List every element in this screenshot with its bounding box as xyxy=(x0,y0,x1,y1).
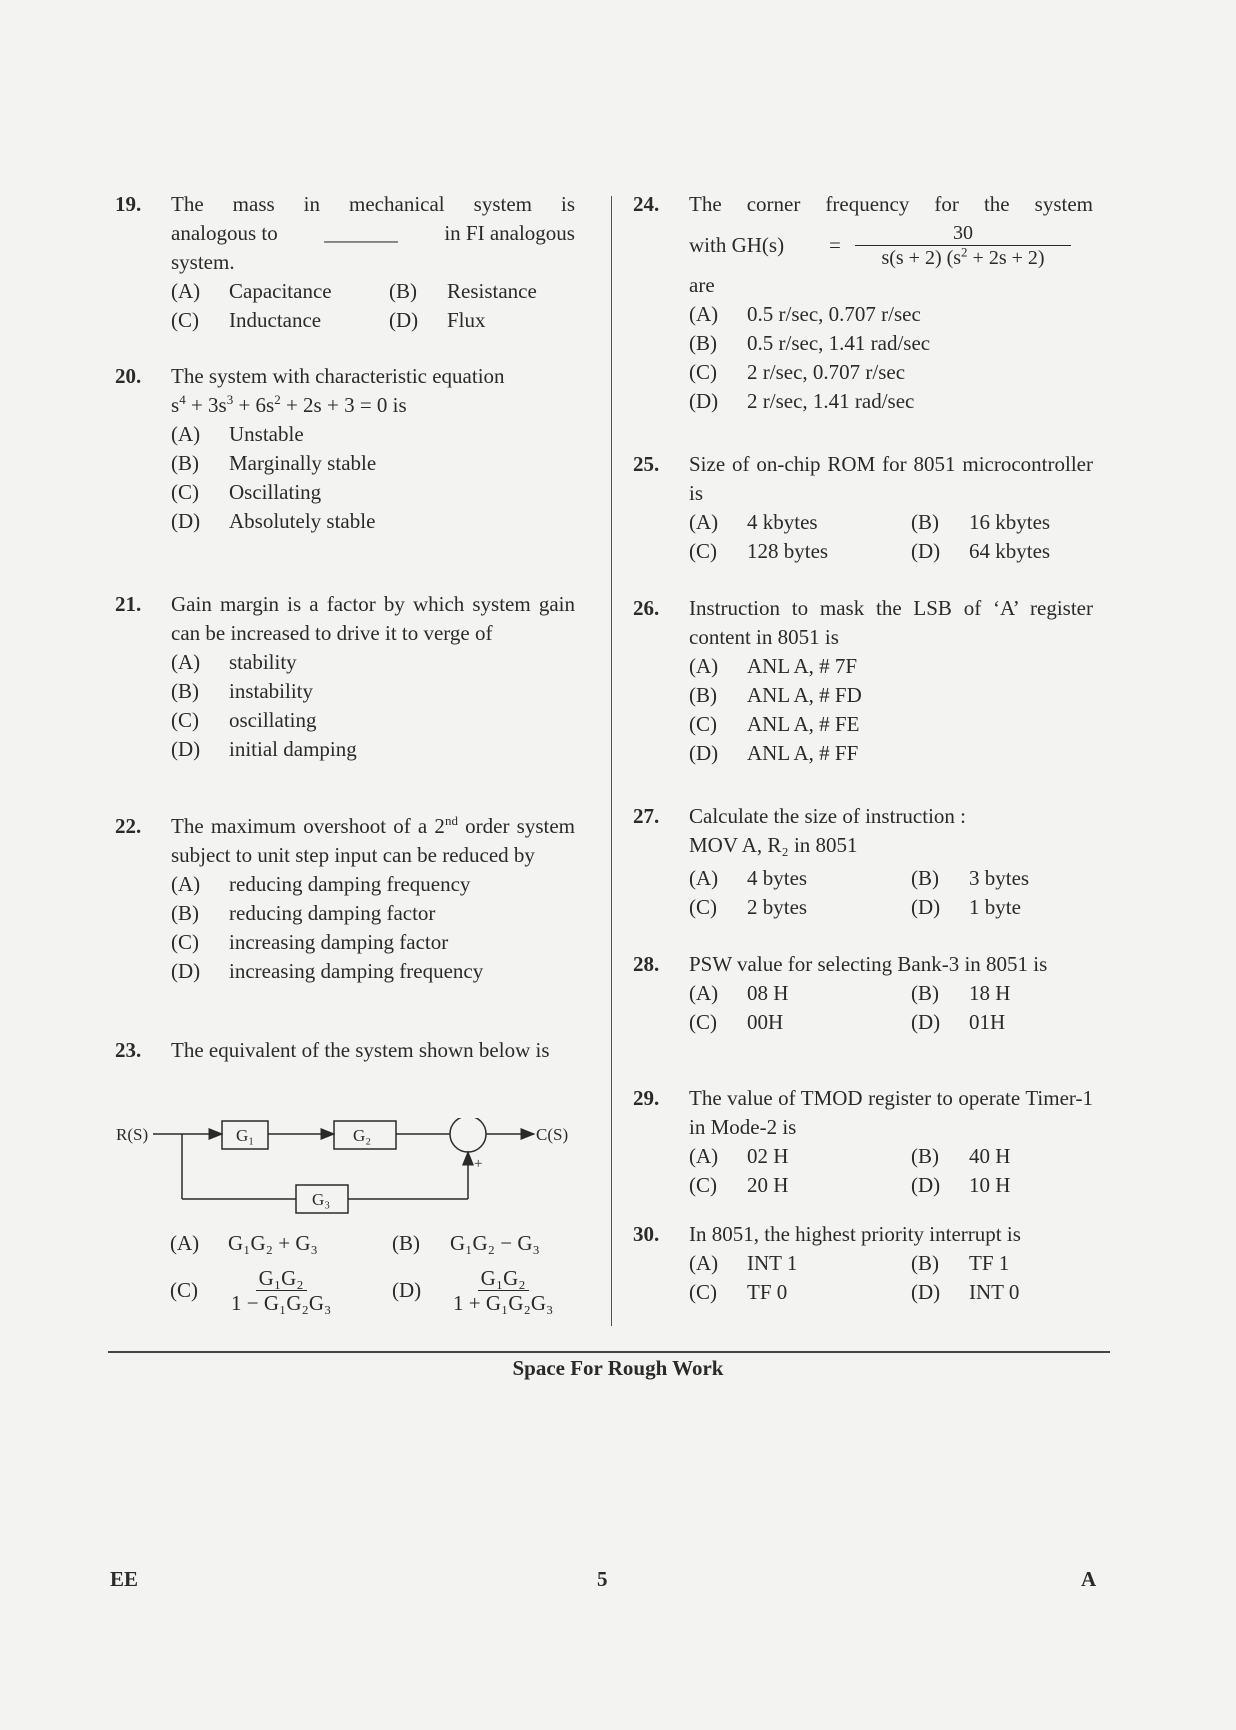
question-25: 25. Size of on-chip ROM for 8051 microcontroller is (A) 4 kbytes (B) 16 kbytes (C) 128 bytes (D) 64 kbytes xyxy=(633,452,1093,563)
question-stem: The system with characteristic equation xyxy=(171,364,505,388)
g1-label: G₁ xyxy=(236,1126,255,1145)
question-stem-line: analogous to _______ in FI analogous xyxy=(171,219,575,248)
plus-sign: + xyxy=(474,1156,483,1172)
question-19: 19. The mass in mechanical system is analogous to _______ in FI analogous system. (A) Capacitance (B) Resistance (C) Inductance (D) Flux xyxy=(115,190,575,328)
rough-work-heading: Space For Rough Work xyxy=(512,1356,724,1380)
question-24: 24. The corner frequency for the system with GH(s) = $\frac{30}{s(s + 2) (s^2 + 2s + 2)}$ are (A) 0.5 r/sec, 0.707 r/sec (B) 0.5 r/sec, 1.41 rad/sec (C) 2 r/sec, 0.707 r/sec (D) 2 r/sec, 1.41 rad/sec xyxy=(633,192,1093,413)
question-26: 26. Instruction to mask the LSB of ‘A’ register content in 8051 is (A) ANL A, # 7F (B) ANL A, # FD (C) ANL A, # FE (D) ANL A, # FF xyxy=(633,596,1093,765)
rough-work-rule xyxy=(108,1351,1110,1353)
footer-page-number: 5 xyxy=(597,1567,608,1591)
question-stem: Gain margin is a factor by which system gain can be increased to drive it to verge of xyxy=(171,592,575,645)
fraction: $\frac{\text{G₁G₂}}{\text{1 − G₁G₂G₃}}$ xyxy=(231,1266,332,1315)
right-column xyxy=(633,190,1093,1307)
left-column xyxy=(115,190,575,1065)
question-number: 19. xyxy=(115,192,142,216)
question-28: 28. PSW value for selecting Bank-3 in 8051 is (A) 08 H (B) 18 H (C) 00H (D) 01H xyxy=(633,952,1048,1034)
column-divider xyxy=(611,196,612,1326)
question-29: 29. The value of TMOD register to operate Timer-1 in Mode-2 is (A) 02 H (B) 40 H (C) 20 H (D) 10 H xyxy=(633,1086,1093,1197)
question-30: 30. In 8051, the highest priority interrupt is (A) INT 1 (B) TF 1 (C) TF 0 (D) INT 0 xyxy=(633,1222,1021,1304)
transfer-function: with GH(s) = $\frac{30}{s(s + 2) (s^2 + 2s + 2)}$ xyxy=(689,219,1093,271)
question-21: 21. Gain margin is a factor by which system gain can be increased to drive it to verge of (A) stability (B) instability (C) oscillating (D) initial damping xyxy=(115,592,575,761)
question-stem: The equivalent of the system shown below is xyxy=(171,1038,550,1062)
blank: _______ xyxy=(324,221,398,245)
fraction: $\frac{\text{G₁G₂}}{\text{1 + G₁G₂G₃}}$ xyxy=(453,1266,554,1315)
input-label: R(S) xyxy=(116,1125,149,1144)
question-22: 22. The maximum overshoot of a 2nd order system subject to unit step input can be reduced by (A) reducing damping frequency (B) reducing damping factor (C) increasing damping factor (D) increasing damping frequency xyxy=(115,813,575,983)
block-diagram xyxy=(110,1118,600,1218)
summing-junction xyxy=(450,1118,486,1152)
question-23: 23. The equivalent of the system shown below is xyxy=(115,1036,575,1065)
question-stem: The maximum overshoot of a 2nd order system subject to unit step input can be reduced by xyxy=(171,813,575,867)
characteristic-equation: $s^4 + 3s^3 + 6s^2 + 2s + 3 = 0$ is xyxy=(171,392,407,417)
question-27: 27. Calculate the size of instruction : MOV A, R₂ in 8051 (A) 4 bytes (B) 3 bytes (C) 2 bytes (D) 1 byte xyxy=(633,804,1030,919)
output-label: C(S) xyxy=(536,1125,569,1144)
question-stem: The mass in mechanical system is xyxy=(171,192,575,216)
g2-label: G₂ xyxy=(353,1126,372,1145)
question-20: 20. The system with characteristic equation $s^4 + 3s^3 + 6s^2 + 2s + 3 = 0$ is (A) Unstable (B) Marginally stable (C) Oscillating (D) Absolutely stable xyxy=(115,362,575,562)
footer-series: A xyxy=(1081,1567,1097,1591)
options: (A) Capacitance (B) Resistance (C) Inductance (D) Flux xyxy=(171,279,537,332)
g3-label: G₃ xyxy=(312,1190,331,1209)
question-23-options: (A) G₁G₂ + G₃ (B) G₁G₂ − G₃ (C) $\frac{\text{G₁G₂}}{\text{1 − G₁G₂G₃}}$ (D) $\frac{\text{G₁G₂}}{\text{1 + G₁G₂G₃}}$ xyxy=(170,1224,590,1315)
footer-subject-code: EE xyxy=(110,1567,139,1591)
